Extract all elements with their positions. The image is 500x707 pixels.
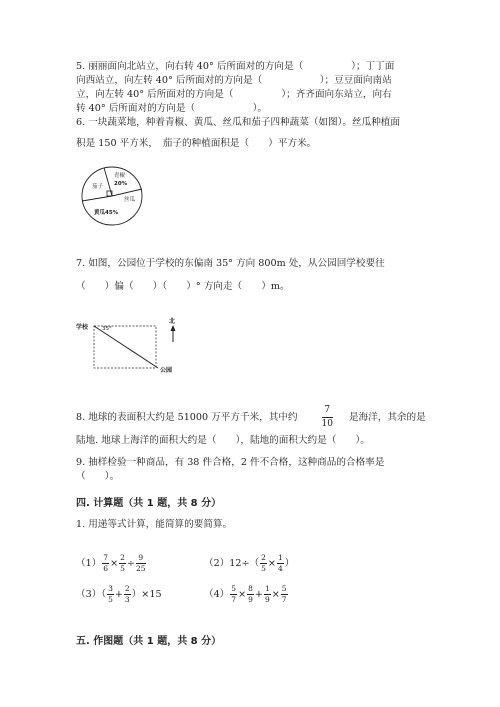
pie-chart (72, 164, 164, 232)
expr-2: （2）12÷（ $\frac{2}{5}$ × $\frac{1}{4}$ ） (204, 553, 295, 573)
q8-text-a: 8. 地球的表面积大约是 51000 万平方千米，其中约 (76, 412, 298, 423)
pie-label-green-pepper: 青椒 (114, 173, 126, 179)
q8-line1 (76, 404, 426, 431)
expr-4-frac-3: $\frac{1}{9}$ (264, 584, 270, 604)
q5-line3: 立，向左转 40° 后所面对的方向是（ ）；齐齐面向东站立，向右 (76, 89, 392, 100)
pie-divider-top (104, 168, 112, 197)
expr-3-frac-1: $\frac{3}{5}$ (108, 584, 113, 604)
expr-1-frac-1: $\frac{7}{6}$ (103, 553, 109, 573)
expr-1-frac-3: $\frac{9}{25}$ (135, 553, 146, 573)
q5-line2: 向西站立，向左转 40° 后所面对的方向是（ ）；豆豆面向南站 (76, 75, 392, 86)
school-label: 学校 (76, 324, 89, 331)
north-arrow-icon (171, 325, 176, 342)
q5-line1: 5. 丽丽面向北站立，向右转 40° 后所面对的方向是（ ）；丁丁面 (76, 61, 395, 72)
expr-3-post: ）×15 (131, 589, 162, 600)
section4-q1: 1. 用递等式计算，能简算的要简算。 (76, 519, 233, 530)
expr-1: （1） $\frac{7}{6}$ × $\frac{2}{5}$ ÷ $\frac{9}{25}$ (76, 553, 146, 573)
expr-4: （4） $\frac{5}{7}$ × $\frac{8}{9}$ + $\frac{1}{9}$ × $\frac{5}{7}$ (204, 584, 287, 604)
pie-label-green-pepper-pct: 20% (114, 181, 128, 187)
north-label: 北 (169, 318, 176, 325)
expr-2-post: ） (284, 558, 295, 569)
pie-label-loofah: 丝瓜 (124, 197, 136, 203)
expr-3: （3）（ $\frac{3}{5}$ + $\frac{2}{3}$ ）×15 (76, 584, 162, 604)
expr-1-label: （1） (76, 558, 102, 569)
expr-3-pre: （ (101, 589, 107, 600)
q8-frac-num: 7 (322, 404, 333, 418)
q8-frac-den: 10 (321, 419, 333, 429)
q7-line2: （ ）偏（ ）（ ）° 方向走（ ）m。 (76, 281, 290, 292)
section5-title: 五. 作图题（共 1 题，共 8 分） (76, 636, 222, 647)
expr-2-pre: 12÷（ (229, 558, 260, 569)
expr-4-frac-2: $\frac{8}{9}$ (248, 584, 253, 604)
q8-fraction (322, 404, 333, 431)
direction-diagram (76, 314, 186, 374)
section4-title: 四. 计算题（共 1 题，共 8 分） (76, 498, 222, 509)
expr-2-frac-2: $\frac{1}{4}$ (277, 553, 283, 573)
q9-line2: （ ）。 (76, 471, 120, 482)
expr-4-frac-4: $\frac{5}{7}$ (281, 584, 287, 604)
pie-label-eggplant: 茄子 (92, 184, 104, 190)
q7-line1: 7. 如图，公园位于学校的东偏南 35° 方向 800m 处，从公园回学校要往 (76, 258, 385, 269)
expr-3-frac-2: $\frac{2}{3}$ (124, 584, 130, 604)
q8-text-b: 是海洋，其余的是 (348, 412, 426, 423)
school-to-park-line (94, 326, 158, 368)
q6-line1: 6. 一块蔬菜地，种着青椒、黄瓜、丝瓜和茄子四种蔬菜（如图）。丝瓜种植面 (76, 117, 400, 128)
angle-label: 35° (102, 326, 112, 332)
expr-3-label: （3） (76, 589, 102, 600)
q8-line2: 陆地. 地球上海洋的面积大约是（ ），陆地的面积大约是（ ）。 (76, 435, 370, 446)
park-label: 公园 (160, 367, 173, 374)
expr-4-label: （4） (204, 589, 230, 600)
q9-line1: 9. 抽样检验一种商品，有 38 件合格，2 件不合格，这种商品的合格率是 (76, 457, 385, 468)
q6-line2: 积是 150 平方米， 茄子的种植面积是（ ）平方米。 (76, 138, 317, 149)
pie-divider-right (112, 189, 142, 196)
expr-2-frac-1: $\frac{2}{5}$ (261, 553, 266, 573)
expr-1-frac-2: $\frac{2}{5}$ (120, 553, 125, 573)
pie-label-cucumber: 黄瓜45% (94, 210, 119, 216)
expr-2-label: （2） (204, 558, 230, 569)
q5-line4: 转 40° 后所面对的方向是（ ）。 (76, 103, 267, 114)
pie-divider-left (82, 196, 112, 201)
expr-4-frac-1: $\frac{5}{7}$ (231, 584, 237, 604)
